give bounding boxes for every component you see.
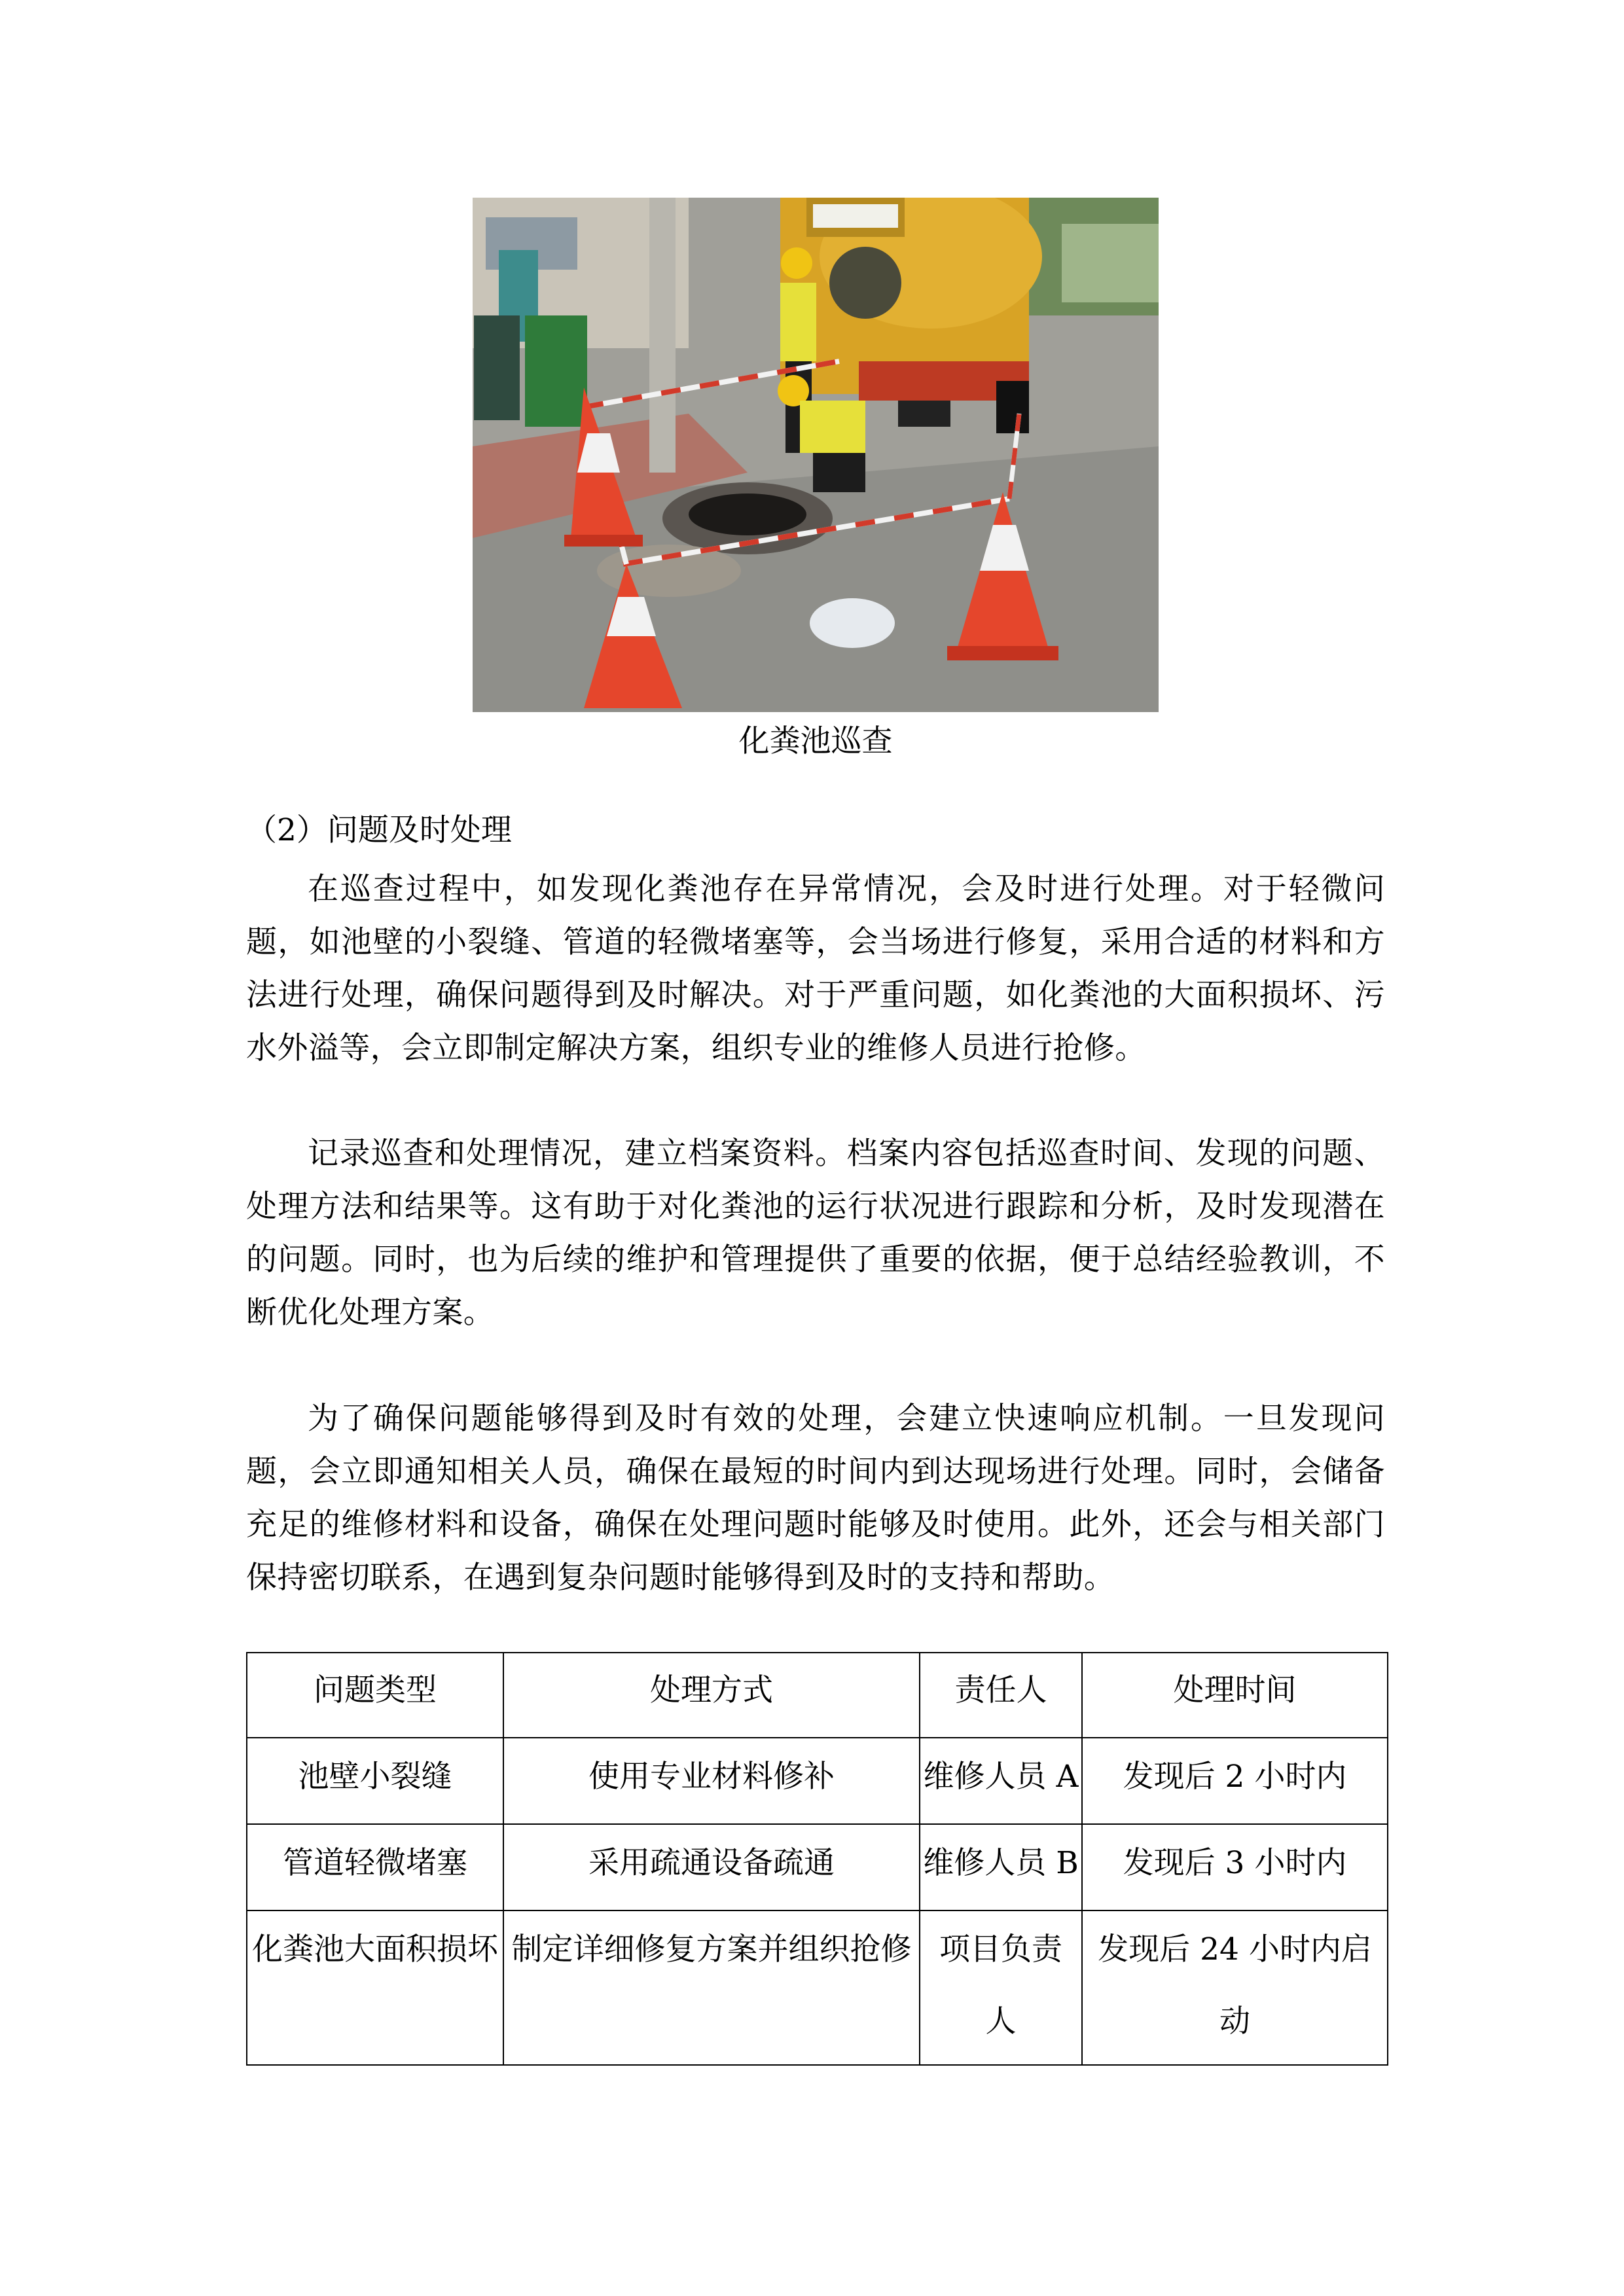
table-row [247, 1824, 1388, 1910]
cell-issue-type: 池壁小裂缝 [247, 1738, 503, 1824]
table-header-row [247, 1653, 1388, 1738]
cell-handling-time: 发现后 3 小时内 [1082, 1824, 1388, 1910]
paragraph-problem-handling: 在巡查过程中，如发现化粪池存在异常情况，会及时进行处理。对于轻微问题，如池壁的小裂缝、管道的轻微堵塞等，会当场进行修复，采用合适的材料和方法进行处理，确保问题得到及时解决。对于严重问题，如化粪池的大面积损坏、污水外溢等，会立即制定解决方案，组织专业的维修人员进行抢修。 [246, 871, 1385, 1066]
paragraph-rapid-response: 为了确保问题能够得到及时有效的处理，会建立快速响应机制。一旦发现问题，会立即通知相关人员，确保在最短的时间内到达现场进行处理。同时，会储备充足的维修材料和设备，确保在处理问题时能够及时使用。此外，还会与相关部门保持密切联系，在遇到复杂问题时能够得到及时的支持和帮助。 [246, 1401, 1385, 1596]
cell-handling-time: 发现后 2 小时内 [1082, 1738, 1388, 1824]
cell-issue-type: 管道轻微堵塞 [247, 1824, 503, 1910]
cell-handling-time: 发现后 24 小时内启动 [1082, 1910, 1388, 2065]
cell-responsible-person: 维修人员 B [920, 1824, 1082, 1910]
table-row [247, 1738, 1388, 1824]
header-issue-type: 问题类型 [247, 1653, 503, 1738]
header-handling-time: 处理时间 [1082, 1653, 1388, 1738]
table-row [247, 1910, 1388, 2065]
inspection-photo [473, 198, 1159, 712]
header-responsible-person: 责任人 [920, 1653, 1082, 1738]
cell-issue-type: 化粪池大面积损坏 [247, 1910, 503, 2065]
paragraph-records: 记录巡查和处理情况，建立档案资料。档案内容包括巡查时间、发现的问题、处理方法和结果等。这有助于对化粪池的运行状况进行跟踪和分析，及时发现潜在的问题。同时，也为后续的维护和管理提供了重要的依据，便于总结经验教训，不断优化处理方案。 [246, 1136, 1385, 1331]
cell-responsible-person: 项目负责人 [920, 1910, 1082, 2065]
cell-handling-method: 使用专业材料修补 [503, 1738, 920, 1824]
cell-handling-method: 制定详细修复方案并组织抢修 [503, 1910, 920, 2065]
cell-responsible-person: 维修人员 A [920, 1738, 1082, 1824]
cell-handling-method: 采用疏通设备疏通 [503, 1824, 920, 1910]
issue-handling-table [246, 1652, 1388, 2066]
section-heading: （2）问题及时处理 [246, 812, 512, 848]
figure-caption: 化粪池巡查 [738, 723, 893, 759]
header-handling-method: 处理方式 [503, 1653, 920, 1738]
